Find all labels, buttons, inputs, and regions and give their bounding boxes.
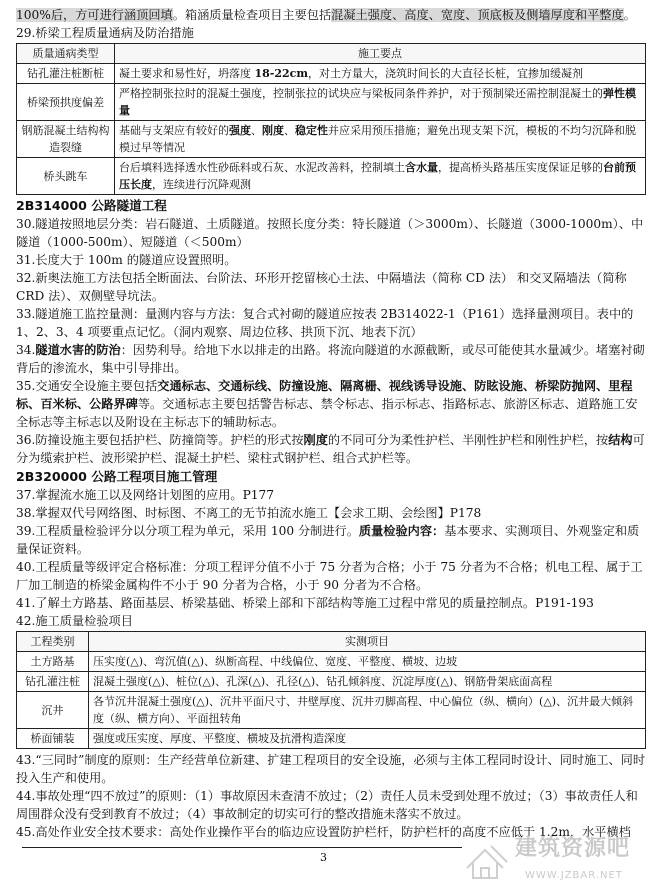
intro-line	[16, 6, 646, 24]
category-cell: 沉井	[17, 692, 89, 729]
item-31: 31.长度大于 100m 的隧道应设置照明。	[16, 253, 237, 267]
item-36: 36.防撞设施主要包括护栏、防撞筒等。护栏的形式按刚度的不同可分为柔性护栏、半刚性护栏和刚性护栏，按结构可分为缆索护栏、波形梁护栏、混凝土护栏、梁柱式钢护栏、组合式护栏等。	[16, 433, 645, 465]
defect-measure: 基础与支架应有较好的强度、刚度、稳定性并应采用预压措施；避免出现支架下沉，模板的不均匀沉降和脱模过早等情况	[115, 121, 646, 158]
defect-type: 桥梁预拱度偏差	[17, 84, 115, 121]
table-row	[17, 692, 646, 729]
table-header-category: 工程类别	[17, 632, 89, 652]
item-40: 40.工程质量等级评定合格标准：分项工程评分值不小于 75 分者为合格；小于 75 分者为不合格；机电工程、属于工厂加工制造的桥梁金属构件不小于 90 分者为合格，小于 90 分者为不合格。	[16, 560, 643, 592]
table-row	[17, 84, 646, 121]
watermark-logo	[461, 838, 651, 884]
items-cell: 压实度(△)、弯沉值(△)、纵断高程、中线偏位、宽度、平整度、横坡、边坡	[89, 652, 646, 672]
defect-measure: 严格控制张拉时的混凝土强度，控制张拉的试块应与梁板同条件养护，对于预制梁还需控制混凝土的弹性模量	[115, 84, 646, 121]
defect-type: 钻孔灌注桩断桩	[17, 64, 115, 84]
item-33: 33.隧道施工监控量测：量测内容与方法：复合式衬砌的隧道应按表 2B314022-1（P161）选择量测项目。表中的 1、2、3、4 项要重点记忆。（洞内观察、周边位移、拱顶下沉、地表下沉）	[16, 307, 634, 339]
item-34: 34.隧道水害的防治：因势利导。给地下水以排走的出路。将流向隧道的水源截断，或尽可能使其水量减少。堵塞衬砌背后的渗流水，集中引导排出。	[16, 343, 645, 375]
item-43: 43.“三同时”制度的原则：生产经营单位新建、扩建工程项目的安全设施，必须与主体工程同时设计、同时施工、同时投入生产和使用。	[16, 753, 646, 785]
item-39: 39.工程质量检验评分以分项工程为单元，采用 100 分制进行。质量检验内容：基本要求、实测项目、外观鉴定和质量保证资料。	[16, 524, 640, 556]
intro-end: 。	[623, 8, 636, 22]
item-44: 44.事故处理“四不放过”的原则：（1）事故原因未查清不放过；（2）责任人员未受到处理不放过；（3）事故责任人和周围群众没有受到教育不放过；（4）事故制定的切实可行的整改措施未落实不放过。	[16, 789, 638, 821]
table-row	[17, 158, 646, 195]
category-cell: 桥面铺装	[17, 729, 89, 749]
item-30: 30.隧道按照地层分类：岩石隧道、土质隧道。按照长度分类：特长隧道（＞3000m）、长隧道（3000-1000m）、中隧道（1000-500m）、短隧道（＜500m）	[16, 217, 644, 249]
table-row	[17, 729, 646, 749]
watermark-url: WWW.JZBAR.NET	[525, 870, 623, 881]
document-page	[16, 6, 646, 841]
category-cell: 钻孔灌注桩	[17, 672, 89, 692]
item-37: 37.掌握流水施工以及网络计划图的应用。P177	[16, 488, 275, 502]
table-row	[17, 652, 646, 672]
watermark-text: 建筑资源吧	[515, 836, 631, 861]
item-35: 35.交通安全设施主要包括交通标志、交通标线、防撞设施、隔离栅、视线诱导设施、防眩设施、桥梁防抛网、里程标、百米标、公路界碑等。交通标志主要包括警告标志、禁令标志、指示标志、指路标志、旅游区标志、道路施工安全标志等主标志以及附设在主标志下的辅助标志。	[16, 379, 638, 429]
watermark-icon	[461, 838, 513, 884]
item-42: 42.施工质量检验项目	[16, 614, 133, 628]
table-row	[17, 672, 646, 692]
items-cell: 各节沉井混凝土强度(△)、沉井平面尺寸、井壁厚度、沉井刃脚高程、中心偏位（纵、横向）(△)、沉井最大倾斜度（纵、横方向）、平面扭转角	[89, 692, 646, 729]
quality-inspection-table	[16, 631, 646, 749]
item-29: 29.桥梁工程质量通病及防治措施	[16, 26, 194, 40]
items-cell: 混凝土强度(△)、桩位(△)、孔深(△)、孔径(△)、钻孔倾斜度、沉淀厚度(△)、钢筋骨架底面高程	[89, 672, 646, 692]
defect-type: 桥头跳车	[17, 158, 115, 195]
table-row	[17, 64, 646, 84]
table-header-items: 实测项目	[89, 632, 646, 652]
table-header-type: 质量通病类型	[17, 44, 115, 64]
intro-highlight: 100%后，方可进行涵顶回填	[16, 8, 173, 22]
page-number: 3	[320, 851, 327, 864]
table-row	[17, 121, 646, 158]
table-header-points: 施工要点	[115, 44, 646, 64]
intro-rest: 。箱涵质量检查项目主要包括	[172, 8, 332, 22]
item-32: 32.新奥法施工方法包括全断面法、台阶法、环形开挖留核心土法、中隔墙法（简称 CD 法） 和交叉隔墙法（简称 CRD 法）、双侧壁导坑法。	[16, 271, 627, 303]
table-header-row	[17, 632, 646, 652]
footer-rule	[22, 847, 462, 848]
defect-measure: 台后填料选择透水性砂砾料或石灰、水泥改善料，控制填土含水量，提高桥头路基压实度保证足够的台前预压长度，连续进行沉降观测	[115, 158, 646, 195]
item-38: 38.掌握双代号网络图、时标图、不离工的无节拍流水施工【会求工期、会绘图】P178	[16, 506, 482, 520]
table-header-row	[17, 44, 646, 64]
defect-measure: 凝土要求和易性好，坍落度 18-22cm，对土方量大，浇筑时间长的大直径长桩，宜掺加缓凝剂	[115, 64, 646, 84]
section-heading-tunnel: 2B314000 公路隧道工程	[16, 198, 167, 213]
item-41: 41.了解土方路基、路面基层、桥梁基础、桥梁上部和下部结构等施工过程中常见的质量控制点。P191-193	[16, 596, 594, 610]
category-cell: 土方路基	[17, 652, 89, 672]
section-heading-management: 2B320000 公路工程项目施工管理	[16, 469, 218, 484]
defect-type: 钢筋混凝土结构构造裂缝	[17, 121, 115, 158]
item-45: 45.高处作业安全技术要求：高处作业操作平台的临边应设置防护栏杆，防护栏杆的高度不应低于 1.2m，水平横档	[16, 825, 631, 839]
intro-rest-highlight: 混凝土强度、高度、宽度、顶底板及侧墙厚度和平整度	[331, 8, 624, 22]
items-cell: 强度或压实度、厚度、平整度、横坡及抗滑构造深度	[89, 729, 646, 749]
bridge-defects-table	[16, 43, 646, 195]
